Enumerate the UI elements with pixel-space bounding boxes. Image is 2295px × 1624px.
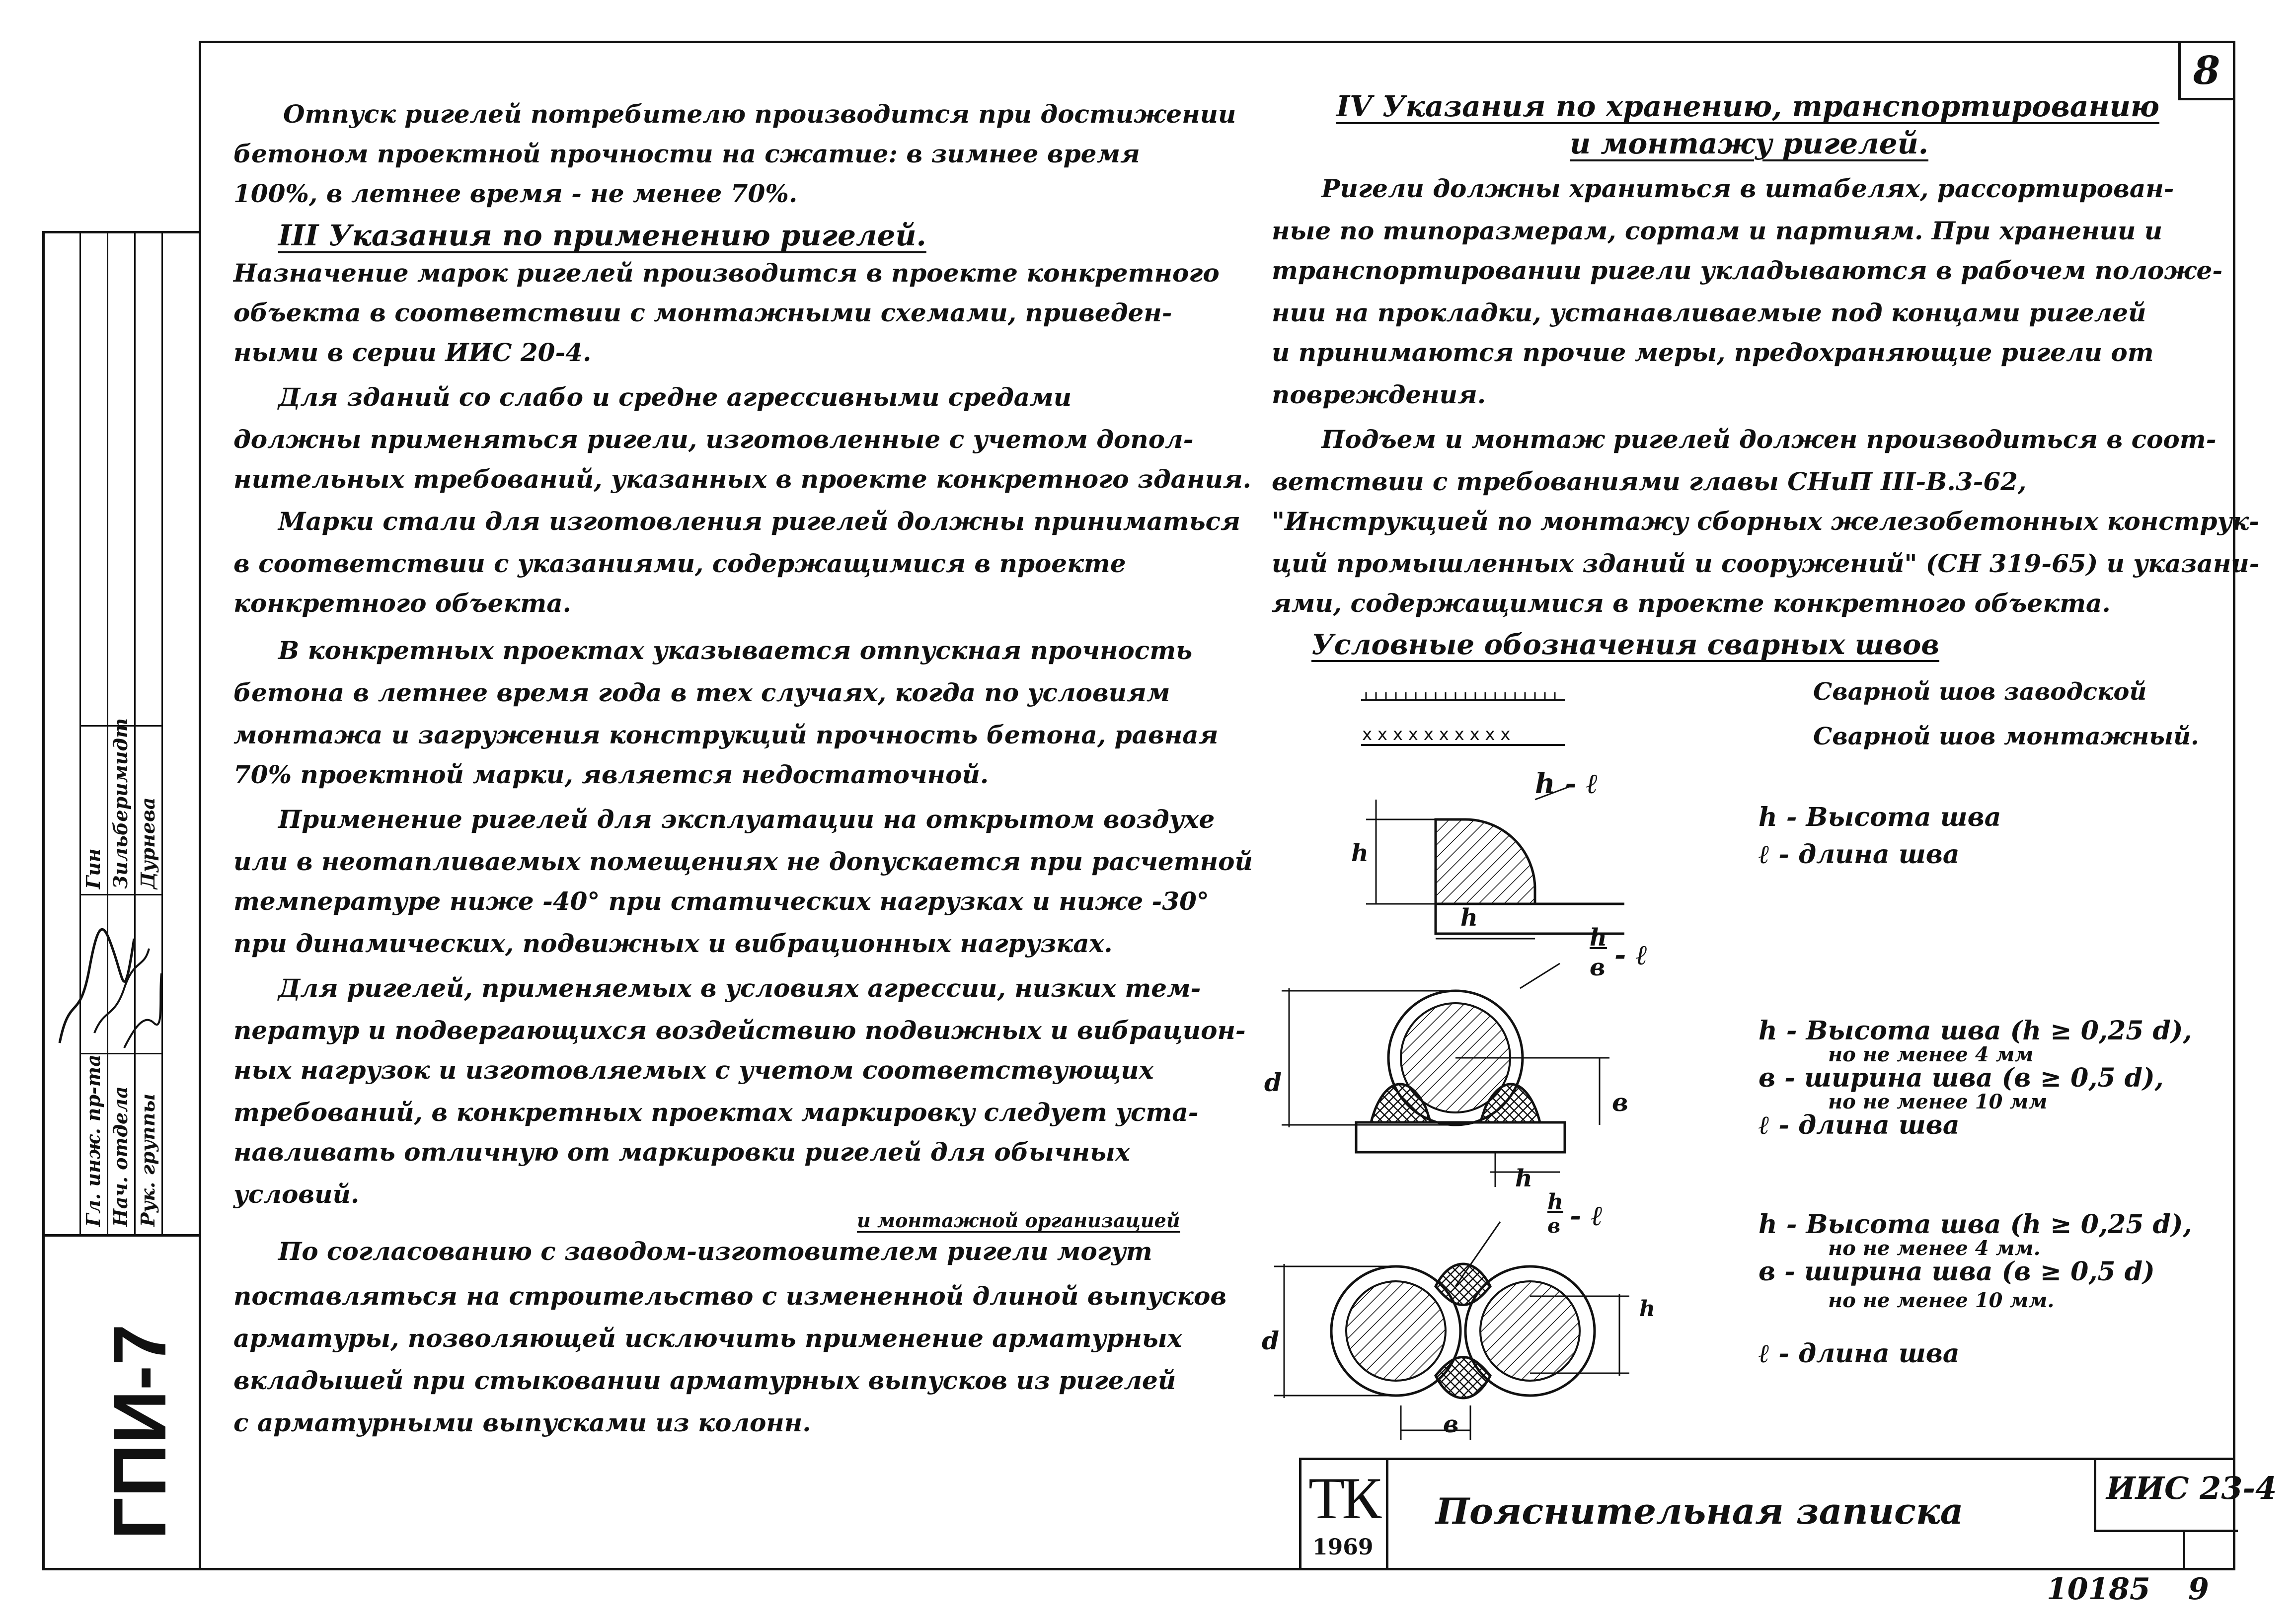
- fig3-label-suffix: - ℓ: [1570, 1199, 1603, 1232]
- fig2-h-desc: h - Высота шва (h ≥ 0,25 d),: [1759, 1016, 2192, 1046]
- fig2-dim-b: в: [1612, 1088, 1628, 1117]
- fig1-label: h - ℓ: [1535, 767, 1598, 800]
- text-line: температуре ниже -40° при статических нагрузках и ниже -30°: [233, 886, 1209, 916]
- frame-left: [199, 41, 201, 1570]
- text-line: ные по типоразмерам, сортам и партиям. При хранении и: [1272, 216, 2163, 245]
- fig2-bar-weld-diagram: [1282, 959, 1629, 1197]
- text-line: или в неотапливаемых помещениях не допускается при расчетной: [233, 847, 1253, 876]
- fig1-h-desc: h - Высота шва: [1759, 802, 2001, 832]
- fig2-dim-d: d: [1264, 1068, 1282, 1097]
- fig2-b-desc: в - ширина шва (в ≥ 0,5 d),: [1759, 1063, 2164, 1093]
- stamp-role-1: Гл. инж. пр-та: [82, 1054, 104, 1227]
- insert-note: и монтажной организацией: [857, 1209, 1180, 1232]
- text-line: навливать отличную от маркировки ригелей для обычных: [233, 1137, 1130, 1167]
- text-line: вкладышей при стыковании арматурных выпусков из ригелей: [233, 1366, 1176, 1395]
- text-line: бетоном проектной прочности на сжатие: в зимнее время: [233, 139, 1140, 168]
- text-line: 70% проектной марки, является недостаточной.: [233, 760, 989, 789]
- fig1-dim-h: h: [1351, 839, 1369, 867]
- series-cell: [2094, 1460, 2277, 1532]
- text-line: Для зданий со слабо и средне агрессивными средами: [278, 382, 1072, 412]
- svg-text:x x x x x x x x x x: x x x x x x x x x x: [1362, 725, 1511, 744]
- logo-cell: [1301, 1460, 1388, 1570]
- page-number-box: [2178, 43, 2235, 100]
- fig1-l-desc: ℓ - длина шва: [1759, 839, 1960, 870]
- fig3-label-num: h: [1547, 1189, 1563, 1215]
- text-line: нительных требований, указанных в проекте конкретного здания.: [233, 464, 1252, 494]
- site-weld-symbol: [1361, 725, 1570, 750]
- text-line: Назначение марок ригелей производится в проекте конкретного: [233, 258, 1220, 288]
- text-line: арматуры, позволяющей исключить применение арматурных: [233, 1324, 1182, 1353]
- text-line: требований, в конкретных проектах маркировку следует уста-: [233, 1098, 1199, 1127]
- doc-title: Пояснительная записка: [1436, 1490, 1964, 1532]
- fig3-dim-d: d: [1262, 1326, 1279, 1355]
- fig3-b-note: но не менее 10 мм.: [1828, 1289, 2055, 1312]
- section3-heading: III Указания по применению ригелей.: [278, 219, 926, 252]
- footer-page: 9: [2188, 1572, 2209, 1607]
- text-line: Марки стали для изготовления ригелей должны приниматься: [278, 507, 1240, 536]
- stamp-org: ГПИ-7: [98, 1324, 181, 1540]
- stamp-name-1: Гин: [82, 848, 104, 889]
- logo: ТК: [1308, 1465, 1379, 1531]
- text-line: В конкретных проектах указывается отпускная прочность: [278, 636, 1193, 665]
- signatures: [50, 894, 164, 1058]
- text-line: Ригели должны храниться в штабелях, рассортирован-: [1321, 174, 2174, 203]
- section4-heading-1: IV Указания по хранению, транспортированию: [1336, 89, 2159, 123]
- frame-right: [2233, 41, 2235, 1570]
- fig2-b-note: но не менее 10 мм: [1828, 1090, 2048, 1113]
- title-block: [1299, 1458, 2277, 1570]
- text-line: конкретного объекта.: [233, 589, 572, 618]
- fig3-dim-h: h: [1639, 1296, 1655, 1322]
- text-line: "Инструкцией по монтажу сборных железобетонных конструк-: [1272, 507, 2260, 536]
- footer-number: 10185: [2047, 1572, 2150, 1607]
- text-line: ями, содержащимися в проекте конкретного объекта.: [1272, 589, 2111, 618]
- text-line: 100%, в летнее время - не менее 70%.: [233, 179, 798, 208]
- text-line: должны применяться ригели, изготовленные с учетом допол-: [233, 425, 1194, 454]
- text-line: монтажа и загружения конструкций прочность бетона, равная: [233, 720, 1219, 749]
- text-line: бетона в летнее время года в тех случаях, когда по условиям: [233, 678, 1170, 707]
- logo-year: 1969: [1312, 1535, 1374, 1560]
- stamp-name-3: Дурнева: [137, 797, 159, 889]
- site-weld-label: Сварной шов монтажный.: [1813, 723, 2199, 750]
- text-line: поставляться на строительство с измененной длиной выпусков: [233, 1281, 1227, 1311]
- fig3-dim-b: в: [1443, 1410, 1459, 1438]
- text-line: объекта в соответствии с монтажными схемами, приведен-: [233, 298, 1172, 327]
- text-line: ператур и подвергающихся воздействию подвижных и вибрацион-: [233, 1016, 1246, 1045]
- fig2-label-den: в: [1590, 954, 1606, 981]
- fig2-dim-h: h: [1515, 1165, 1532, 1192]
- text-line: нии на прокладки, устанавливаемые под концами ригелей: [1272, 298, 2146, 327]
- frame-top: [199, 41, 2235, 43]
- text-line: ветствии с требованиями главы СНиП III-В.3-62,: [1272, 467, 2027, 496]
- text-line: Отпуск ригелей потребителю производится при достижении: [283, 99, 1236, 129]
- text-line: с арматурными выпусками из колонн.: [233, 1408, 811, 1437]
- stamp-role-3: Рук. группы: [137, 1093, 159, 1227]
- text-line: при динамических, подвижных и вибрационных нагрузках.: [233, 929, 1113, 958]
- fig3-l-desc: ℓ - длина шва: [1759, 1338, 1960, 1369]
- section4-heading-2: и монтажу ригелей.: [1570, 127, 1928, 160]
- text-line: По согласованию с заводом-изготовителем ригели могут: [278, 1237, 1152, 1266]
- text-line: ций промышленных зданий и сооружений" (СН 319-65) и указани-: [1272, 549, 2260, 578]
- text-line: повреждения.: [1272, 380, 1486, 409]
- text-line: в соответствии с указаниями, содержащимися в проекте: [233, 549, 1126, 578]
- text-line: Подъем и монтаж ригелей должен производиться в соот-: [1321, 425, 2217, 454]
- fig3-h-desc: h - Высота шва (h ≥ 0,25 d),: [1759, 1209, 2192, 1240]
- text-line: транспортировании ригели укладываются в рабочем положе-: [1272, 256, 2223, 285]
- text-line: Для ригелей, применяемых в условиях агрессии, низких тем-: [278, 973, 1201, 1003]
- fig2-h-note: но не менее 4 мм: [1828, 1043, 2034, 1066]
- text-line: условий.: [233, 1180, 360, 1209]
- factory-weld-label: Сварной шов заводской: [1813, 678, 2147, 706]
- text-line: ных нагрузок и изготовляемых с учетом соответствующих: [233, 1055, 1154, 1085]
- fig2-label-num: h: [1590, 924, 1607, 952]
- legend-title: Условные обозначения сварных швов: [1311, 628, 1940, 661]
- fig2-l-desc: ℓ - длина шва: [1759, 1110, 1960, 1140]
- fig2-label-suffix: - ℓ: [1614, 939, 1648, 971]
- factory-weld-symbol: [1361, 685, 1570, 705]
- fig3-b-desc: в - ширина шва (в ≥ 0,5 d): [1759, 1256, 2155, 1287]
- text-line: и принимаются прочие меры, предохраняющие ригели от: [1272, 338, 2154, 367]
- series-code: ИИС 23-4: [2106, 1470, 2277, 1506]
- stamp-role-2: Нач. отдела: [109, 1086, 132, 1227]
- fig3-label-den: в: [1547, 1214, 1561, 1238]
- page-number: 8: [2193, 48, 2220, 93]
- fig3-h-note: но не менее 4 мм.: [1828, 1237, 2041, 1260]
- text-line: ными в серии ИИС 20-4.: [233, 338, 592, 367]
- text-line: Применение ригелей для эксплуатации на открытом воздухе: [278, 805, 1215, 834]
- stamp-name-2: Зильберимидт: [109, 718, 132, 889]
- fig1-dim-bottom: h: [1460, 904, 1478, 932]
